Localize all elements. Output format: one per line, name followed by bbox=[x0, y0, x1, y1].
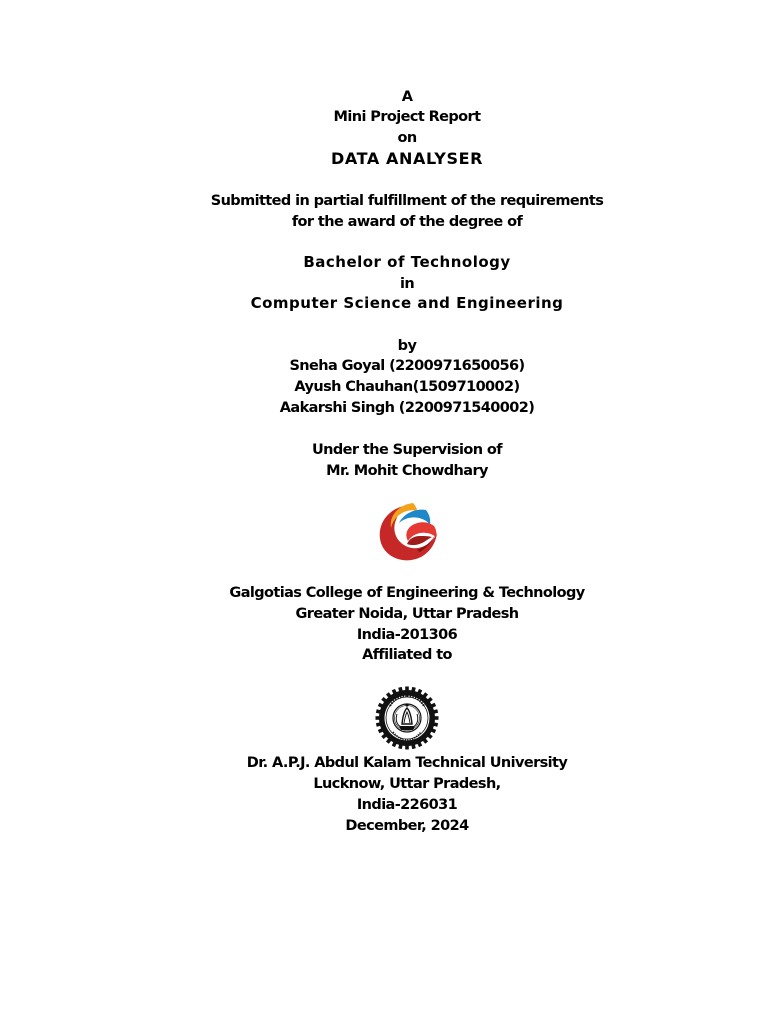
project-title: DATA ANALYSER bbox=[330, 149, 484, 168]
college-country-pin: India-201306 bbox=[356, 627, 458, 643]
report-prefix: A bbox=[401, 89, 413, 105]
galgotias-logo-icon bbox=[374, 500, 440, 566]
degree-name: Bachelor of Technology bbox=[303, 253, 511, 271]
author-2: Ayush Chauhan(1509710002) bbox=[294, 379, 520, 395]
college-city: Greater Noida, Uttar Pradesh bbox=[295, 606, 519, 622]
report-type: Mini Project Report bbox=[333, 109, 481, 125]
college-name: Galgotias College of Engineering & Technology bbox=[229, 585, 585, 601]
author-3: Aakarshi Singh (2200971540002) bbox=[279, 400, 535, 416]
supervisor-name: Mr. Mohit Chowdhary bbox=[326, 463, 488, 479]
university-seal-icon bbox=[373, 684, 441, 752]
report-date: December, 2024 bbox=[345, 818, 469, 834]
by-label: by bbox=[397, 338, 417, 354]
degree-in: in bbox=[399, 276, 415, 292]
university-name: Dr. A.P.J. Abdul Kalam Technical University bbox=[246, 755, 568, 771]
submission-line-1: Submitted in partial fulfillment of the requirements bbox=[210, 193, 604, 209]
submission-line-2: for the award of the degree of bbox=[291, 214, 523, 230]
university-city: Lucknow, Uttar Pradesh, bbox=[313, 776, 501, 792]
supervision-label: Under the Supervision of bbox=[311, 442, 502, 458]
branch-name: Computer Science and Engineering bbox=[250, 294, 564, 312]
university-country-pin: India-226031 bbox=[356, 797, 458, 813]
author-1: Sneha Goyal (2200971650056) bbox=[289, 358, 525, 374]
report-on: on bbox=[397, 130, 417, 146]
affiliated-label: Affiliated to bbox=[362, 647, 452, 663]
